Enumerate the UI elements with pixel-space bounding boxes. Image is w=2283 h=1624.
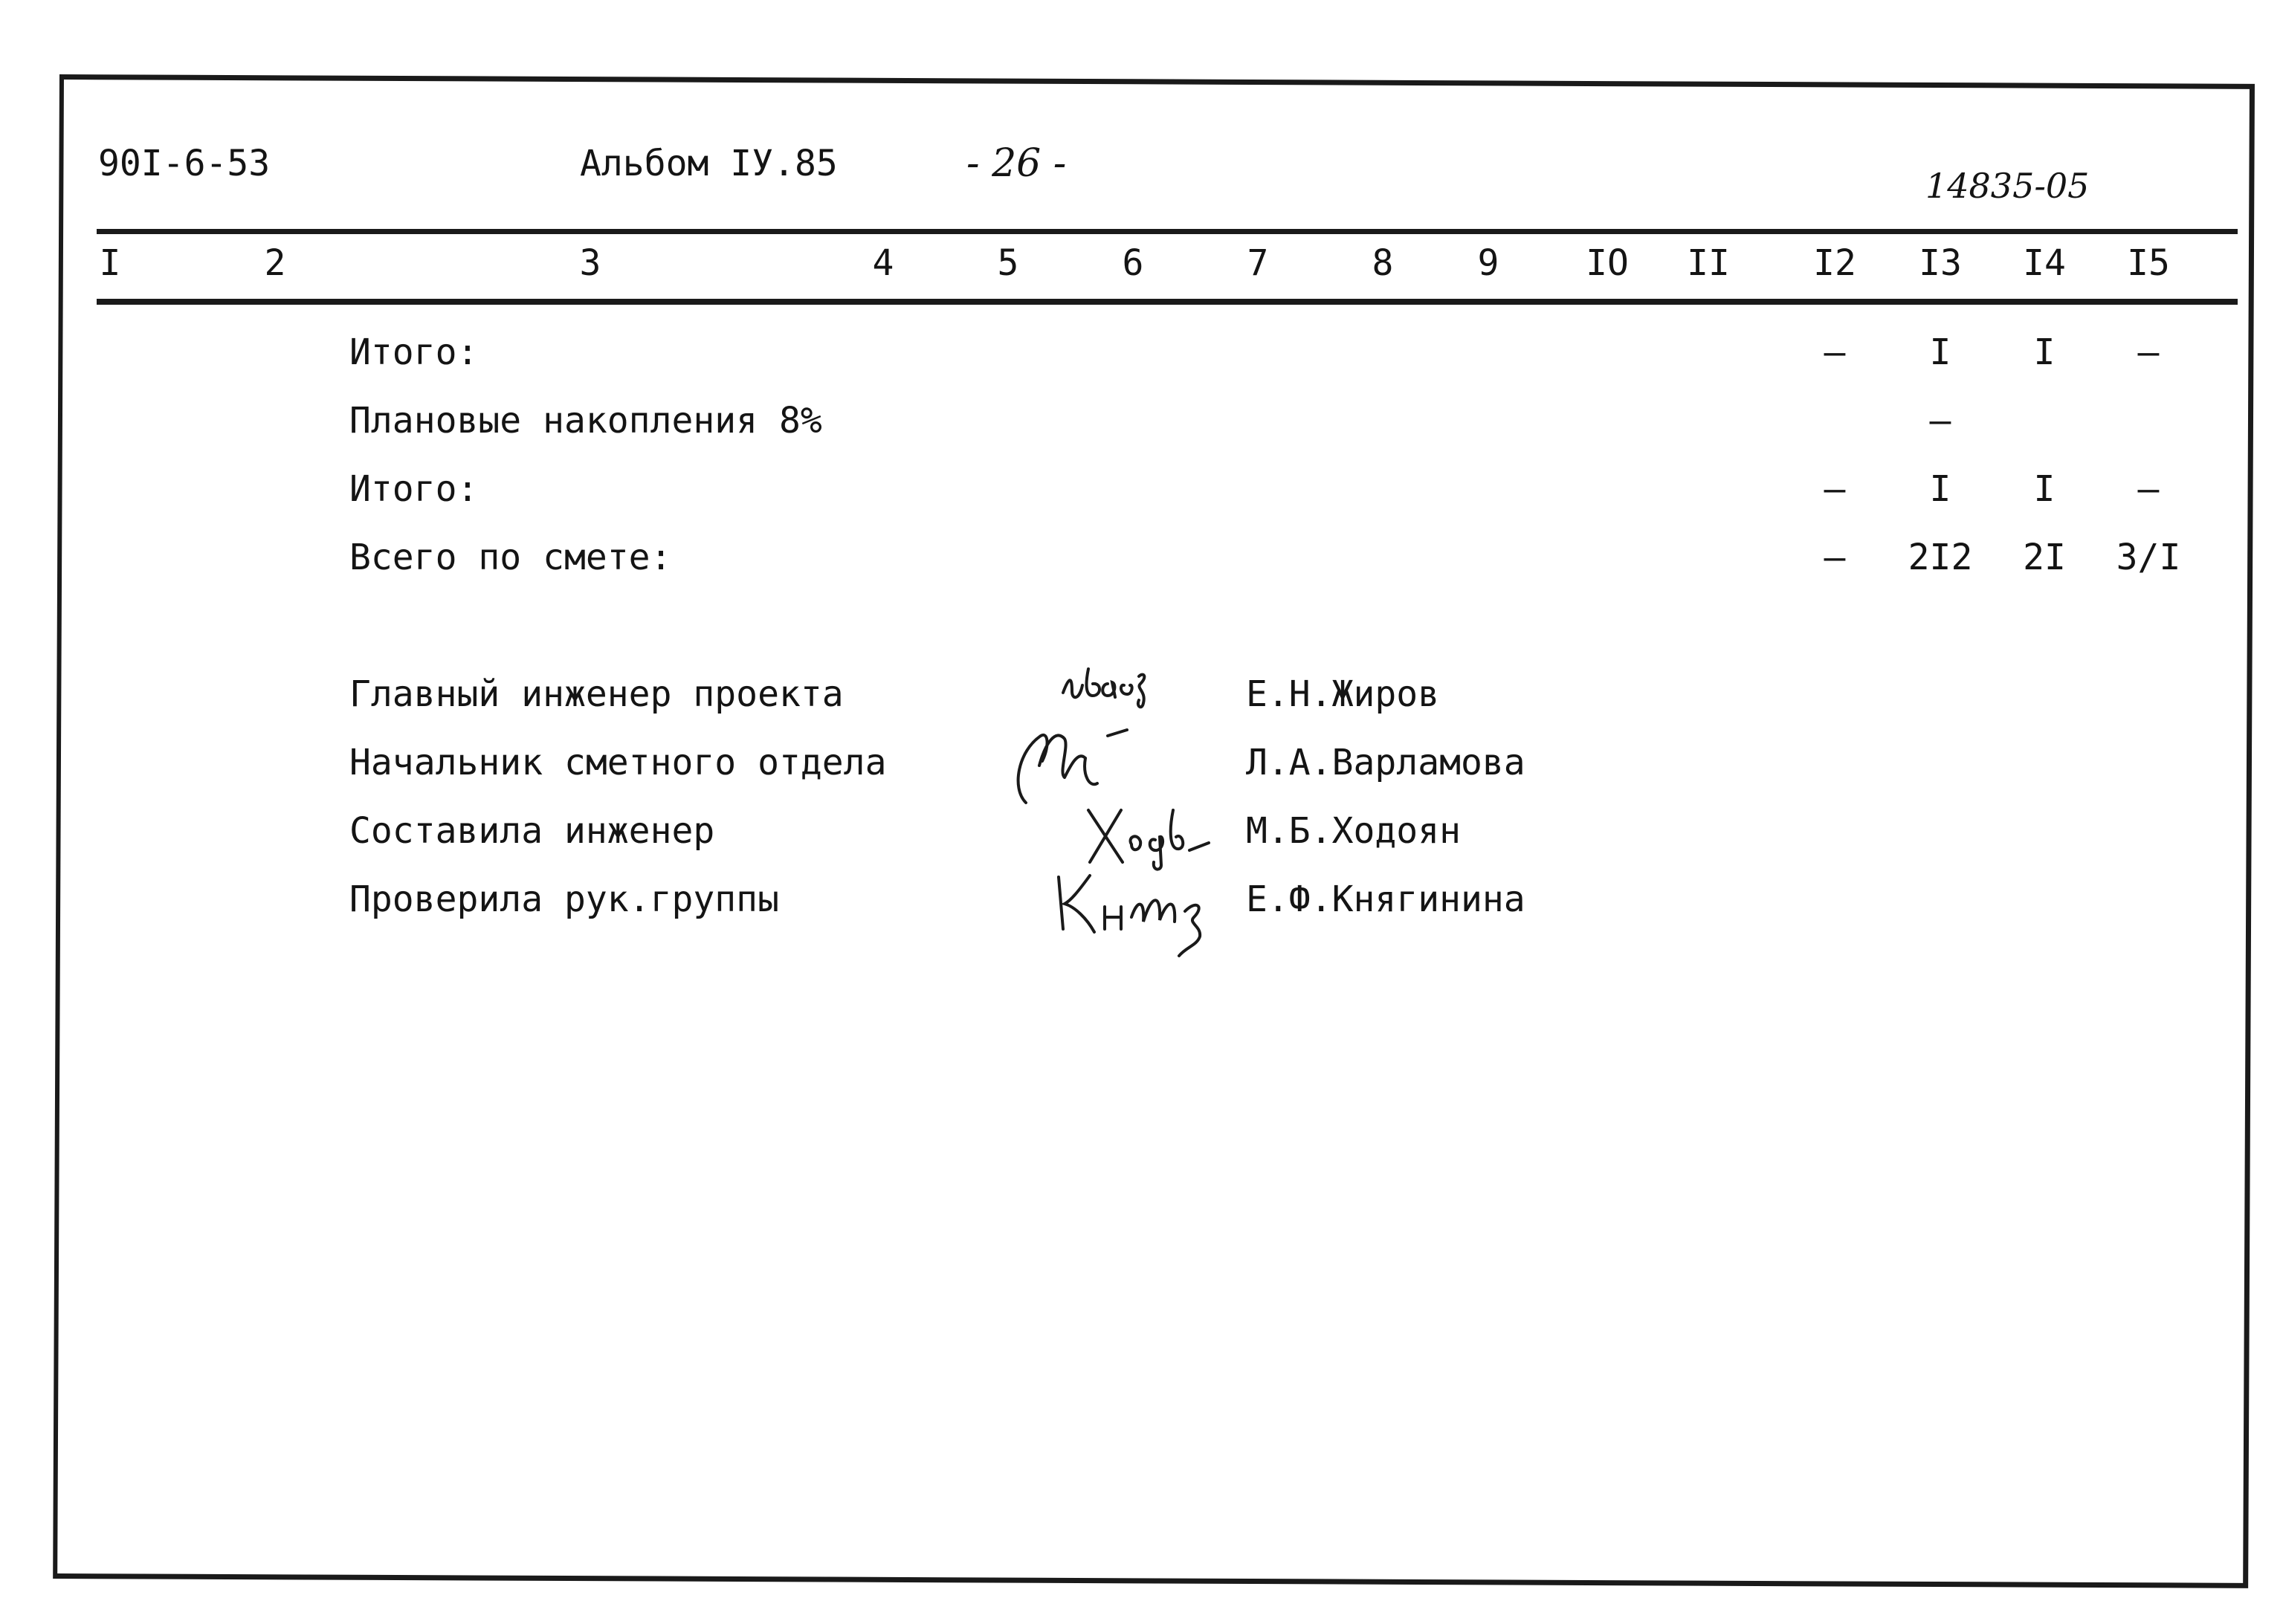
sheet-number: 14835-05 (1925, 166, 2090, 206)
handwritten-signature-4 (1048, 855, 1241, 959)
col-11: II (1687, 242, 1730, 284)
cell-c12: – (1824, 537, 1846, 578)
col-1: I (99, 242, 121, 284)
row-label: Всего по смете: (349, 537, 672, 578)
row-label: Итого: (349, 331, 479, 373)
signature-role: Начальник сметного отдела (349, 742, 887, 783)
col-8: 8 (1372, 242, 1394, 284)
col-10: IO (1586, 242, 1629, 284)
cell-c13: 2I2 (1908, 537, 1973, 578)
col-7: 7 (1247, 242, 1269, 284)
col-13: I3 (1919, 242, 1962, 284)
header-rule-top (97, 229, 2238, 234)
col-6: 6 (1122, 242, 1144, 284)
cell-c13: I (1929, 468, 1951, 510)
cell-c15: – (2137, 331, 2160, 373)
cell-c13: – (1929, 400, 1951, 441)
cell-c12: – (1824, 468, 1846, 510)
cell-c14: I (2033, 331, 2056, 373)
col-4: 4 (872, 242, 894, 284)
album-label: Альбом IУ.85 (580, 143, 838, 184)
cell-c14: 2I (2023, 537, 2066, 578)
row-label: Итого: (349, 468, 479, 510)
header-rule-bottom (97, 299, 2238, 305)
signature-name: Е.Н.Жиров (1246, 673, 1440, 715)
signature-role: Проверила рук.группы (349, 879, 779, 920)
signature-name: М.Б.Ходоян (1246, 810, 1461, 852)
col-14: I4 (2023, 242, 2066, 284)
signature-role: Главный инженер проекта (349, 673, 844, 715)
cell-c15: – (2137, 468, 2160, 510)
col-3: 3 (579, 242, 601, 284)
row-label: Плановые накопления 8% (349, 400, 822, 441)
doc-code: 90I-6-53 (98, 143, 271, 184)
col-9: 9 (1477, 242, 1499, 284)
col-15: I5 (2127, 242, 2170, 284)
page-number: - 26 - (966, 141, 1067, 186)
cell-c15: 3/I (2116, 537, 2181, 578)
signature-role: Составила инженер (349, 810, 715, 852)
cell-c12: – (1824, 331, 1846, 373)
col-12: I2 (1813, 242, 1856, 284)
signature-name: Е.Ф.Княгинина (1246, 879, 1525, 920)
col-5: 5 (997, 242, 1019, 284)
signature-name: Л.А.Варламова (1246, 742, 1525, 783)
col-2: 2 (264, 242, 286, 284)
cell-c13: I (1929, 331, 1951, 373)
cell-c14: I (2033, 468, 2056, 510)
handwritten-signature-1 (1056, 647, 1219, 721)
